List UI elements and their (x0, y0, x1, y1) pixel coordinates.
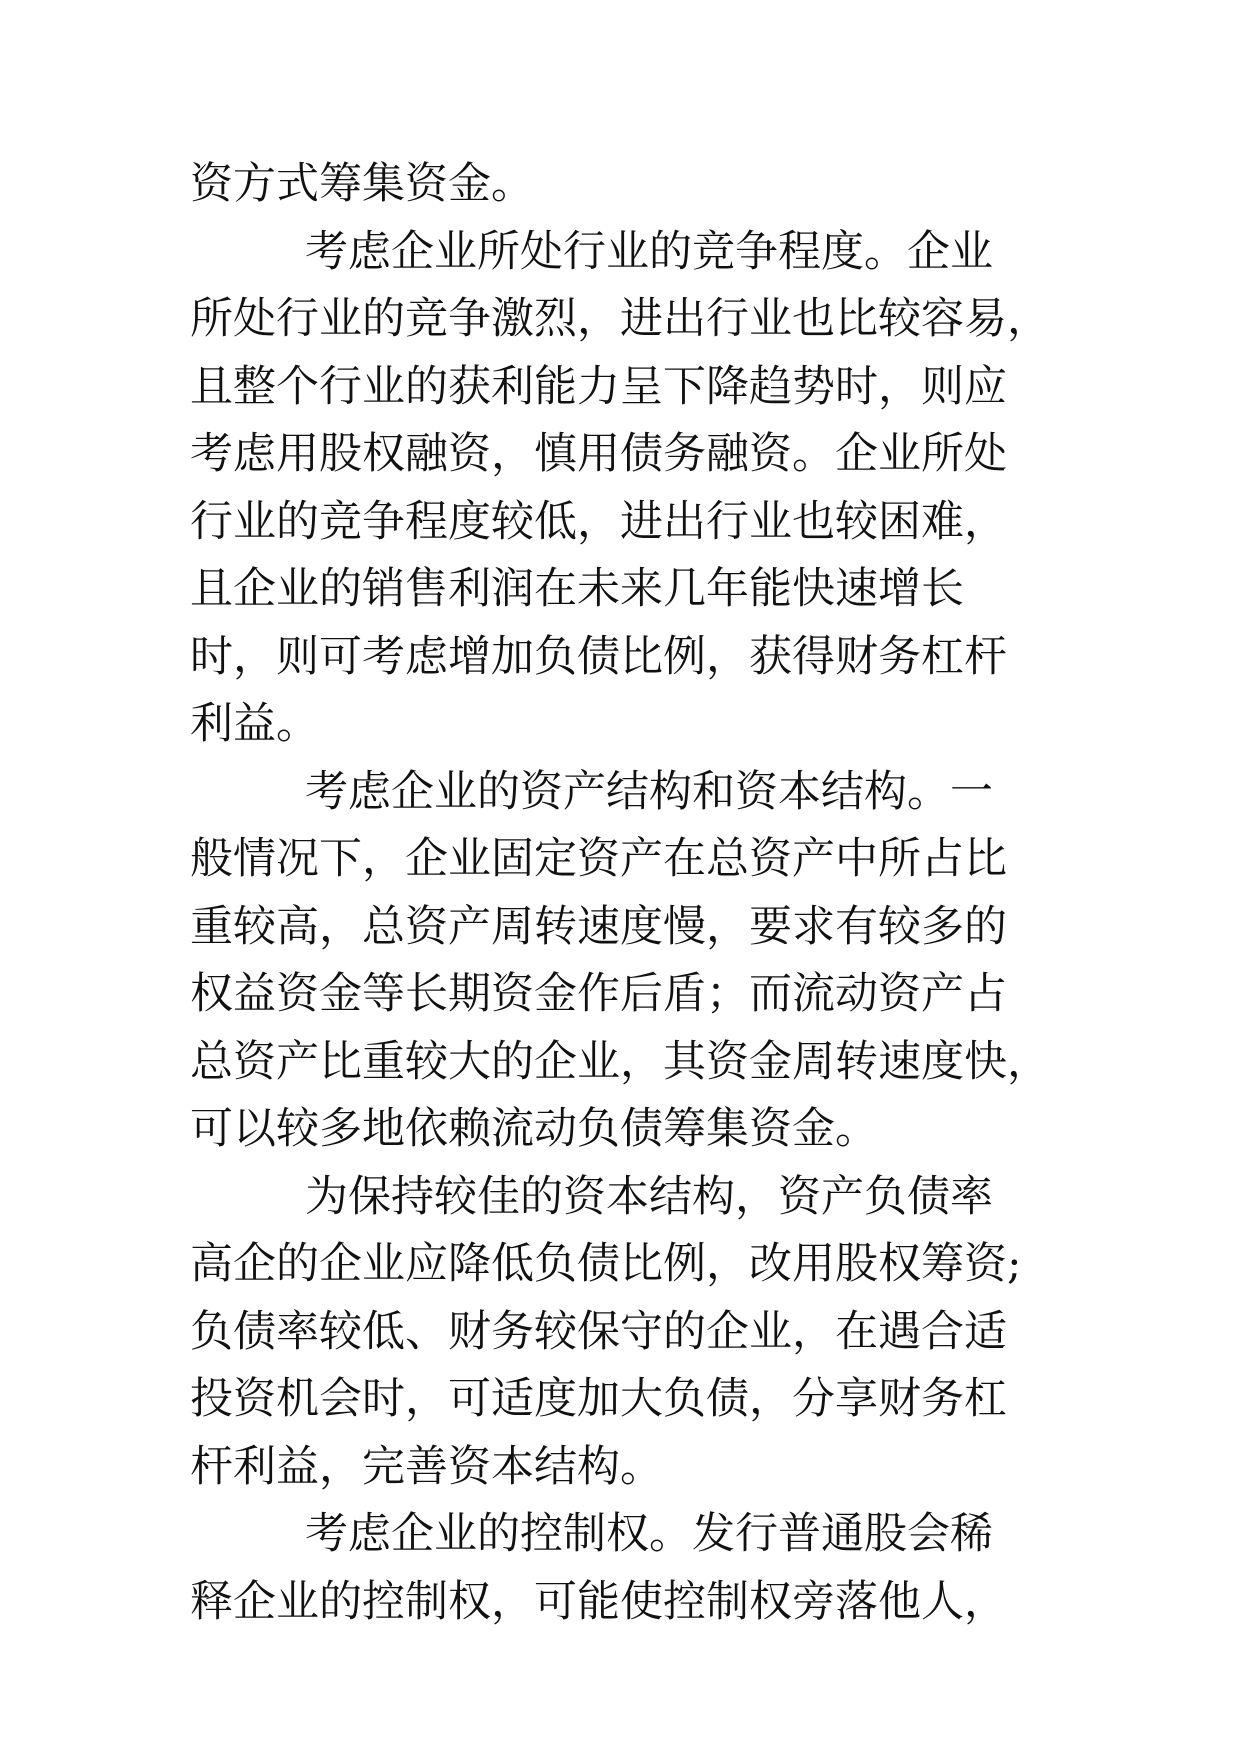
text-line: 可以较多地依赖流动负债筹集资金。 (190, 1104, 878, 1154)
paragraph-first-line: 考虑企业的资产结构和资本结构。一 (305, 766, 993, 817)
body-text (190, 151, 1110, 1636)
paragraph-first-line: 为保持较佳的资本结构，资产负债率 (305, 1171, 993, 1222)
text-line: 投资机会时，可适度加大负债，分享财务杠 (190, 1374, 1007, 1424)
text-line: 利益。 (190, 699, 319, 749)
text-line: 杆利益，完善资本结构。 (190, 1441, 663, 1492)
text-line: 资方式筹集资金。 (190, 159, 534, 209)
text-line: 权益资金等长期资金作后盾；而流动资产占 (190, 969, 1007, 1019)
text-line: 考虑用股权融资，慎用债务融资。企业所处 (190, 429, 1007, 479)
text-line: 重较高，总资产周转速度慢，要求有较多的 (190, 901, 1007, 952)
text-line: 负债率较低、财务较保守的企业，在遇合适 (190, 1306, 1007, 1357)
text-line: 时，则可考虑增加负债比例，获得财务杠杆 (190, 631, 1007, 682)
text-line: 般情况下，企业固定资产在总资产中所占比 (190, 834, 1007, 884)
text-line: 且企业的销售利润在未来几年能快速增长 (190, 564, 964, 614)
text-line: 总资产比重较大的企业，其资金周转速度快， (190, 1036, 1050, 1087)
text-line: 且整个行业的获利能力呈下降趋势时，则应 (190, 361, 1007, 412)
text-line: 行业的竞争程度较低，进出行业也较困难， (190, 496, 1007, 547)
text-line: 高企的企业应降低负债比例，改用股权筹资; (190, 1239, 1022, 1289)
paragraph-first-line: 考虑企业所处行业的竞争程度。企业 (305, 226, 993, 277)
paragraph-first-line: 考虑企业的控制权。发行普通股会稀 (305, 1509, 993, 1559)
text-line: 释企业的控制权，可能使控制权旁落他人， (190, 1576, 1007, 1627)
text-line: 所处行业的竞争激烈，进出行业也比较容易， (190, 294, 1050, 344)
